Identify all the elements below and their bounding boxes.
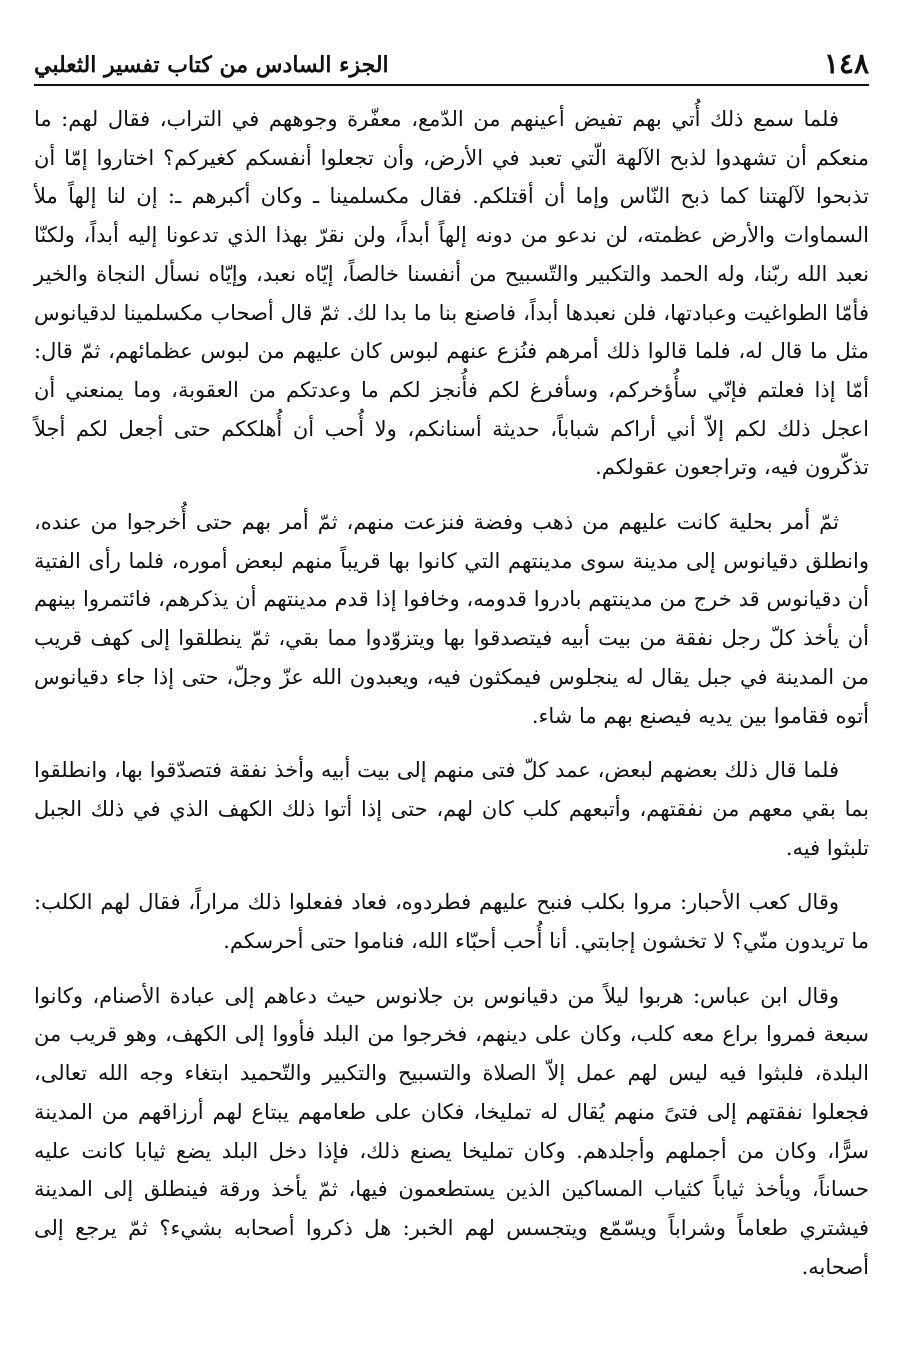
paragraph: فلما قال ذلك بعضهم لبعض، عمد كلّ فتى منهم إلى بيت أبيه وأخذ نفقة فتصدّقوا بها، وانطلقوا بما بقي معهم من نفقتهم، وأتبعهم كلب كان لهم، حتى إذا أتوا ذلك الكهف الذي في ذلك الجبل تلبثوا فيه. [34, 758, 869, 860]
running-title: الجزء السادس من كتاب تفسير الثعلبي [34, 52, 389, 78]
body-text [34, 100, 869, 1302]
paragraph: فلما سمع ذلك أُتي بهم تفيض أعينهم من الدّمع، معفّرة وجوههم في التراب، فقال لهم: ما منعكم أن تشهدوا لذبح الآلهة الّتي تعبد في الأرض، وأن تجعلوا أنفسكم كغيركم؟ اختاروا إمّا أن تذبحوا لآلهتنا كما ذبح النّاس وإما أن أقتلكم. فقال مكسلمينا ـ وكان أكبرهم ـ: إن لنا إلهاً ملأ السماوات والأرض عظمته، لن ندعو من دونه إلهاً أبداً، ولن نقرّ بهذا الذي تدعونا إليه أبداً، ولكنّا نعبد الله ربّنا، وله الحمد والتكبير والتّسبيح من أنفسنا خالصاً، إيّاه نعبد، وإيّاه نسأل النجاة والخير فأمّا الطواغيت وعبادتها، فلن نعبدها أبداً، فاصنع بنا ما بدا لك. ثمّ قال أصحاب مكسلمينا لدقيانوس مثل ما قال له، فلما قالوا ذلك أمرهم فنُزع عنهم لبوس كان عليهم من لبوس عظمائهم، ثمّ قال: أمّا إذا فعلتم فإنّي سأُؤخركم، وسأفرغ لكم فأُنجز لكم ما وعدتكم من العقوبة، وما يمنعني أن اعجل ذلك لكم إلاّ أني أراكم شباباً، حديثة أسنانكم، ولا أُحب أن أُهلككم حتى أجعل لكم أجلاً تذكّرون فيه، وتراجعون عقولكم. [34, 107, 869, 480]
paragraph: وقال كعب الأحبار: مروا بكلب فنبح عليهم فطردوه، فعاد ففعلوا ذلك مراراً، فقال لهم الكلب: ما تريدون منّي؟ لا تخشون إجابتي. أنا أُحب أحبّاء الله، فناموا حتى أحرسكم. [34, 890, 869, 954]
page-number: ١٤٨ [823, 47, 869, 80]
paragraph: وقال ابن عباس: هربوا ليلاً من دقيانوس بن جلانوس حيث دعاهم إلى عبادة الأصنام، وكانوا سبعة فمروا براع معه كلب، وكان على دينهم، فخرجوا من البلد فأووا إلى الكهف، وهو قريب من البلدة، فلبثوا فيه ليس لهم عمل إلاّ الصلاة والتسبيح والتكبير والتّحميد ابتغاء وجه الله تعالى، فجعلوا نفقتهم إلى فتىً منهم يُقال له تمليخا، فكان على طعامهم يبتاع لهم أرزاقهم من المدينة سرًّا، وكان من أجملهم وأجلدهم. وكان تمليخا يصنع ذلك، فإذا دخل البلد يضع ثيابا كانت عليه حساناً، ويأخذ ثياباً كثياب المساكين الذين يستطعمون فيها، ثمّ يأخذ ورقة فينطلق إلى المدينة فيشتري طعاماً وشراباً ويسّمّع ويتجسس لهم الخبر: هل ذكروا أصحابه بشيء؟ ثمّ يرجع إلى أصحابه. [34, 983, 869, 1279]
paragraph: ثمّ أمر بحلية كانت عليهم من ذهب وفضة فنزعت منهم، ثمّ أمر بهم حتى أُخرجوا من عنده، وانطلق دقيانوس إلى مدينة سوى مدينتهم التي كانوا بها قريباً منهم لبعض أموره، فلما رأى الفتية أن دقيانوس قد خرج من مدينتهم بادروا قدومه، وخافوا إذا قدم مدينتهم أن يذكرهم، فائتمروا بينهم أن يأخذ كلّ رجل نفقة من بيت أبيه فيتصدقوا بها ويتزوّدوا مما بقي، ثمّ ينطلقوا إلى كهف قريب من المدينة في جبل يقال له ينجلوس فيمكثون فيه، ويعبدون الله عزّ وجلّ، حتى إذا جاء دقيانوس أتوه فقاموا بين يديه فيصنع بهم ما شاء. [34, 510, 869, 728]
page-header [34, 40, 869, 86]
